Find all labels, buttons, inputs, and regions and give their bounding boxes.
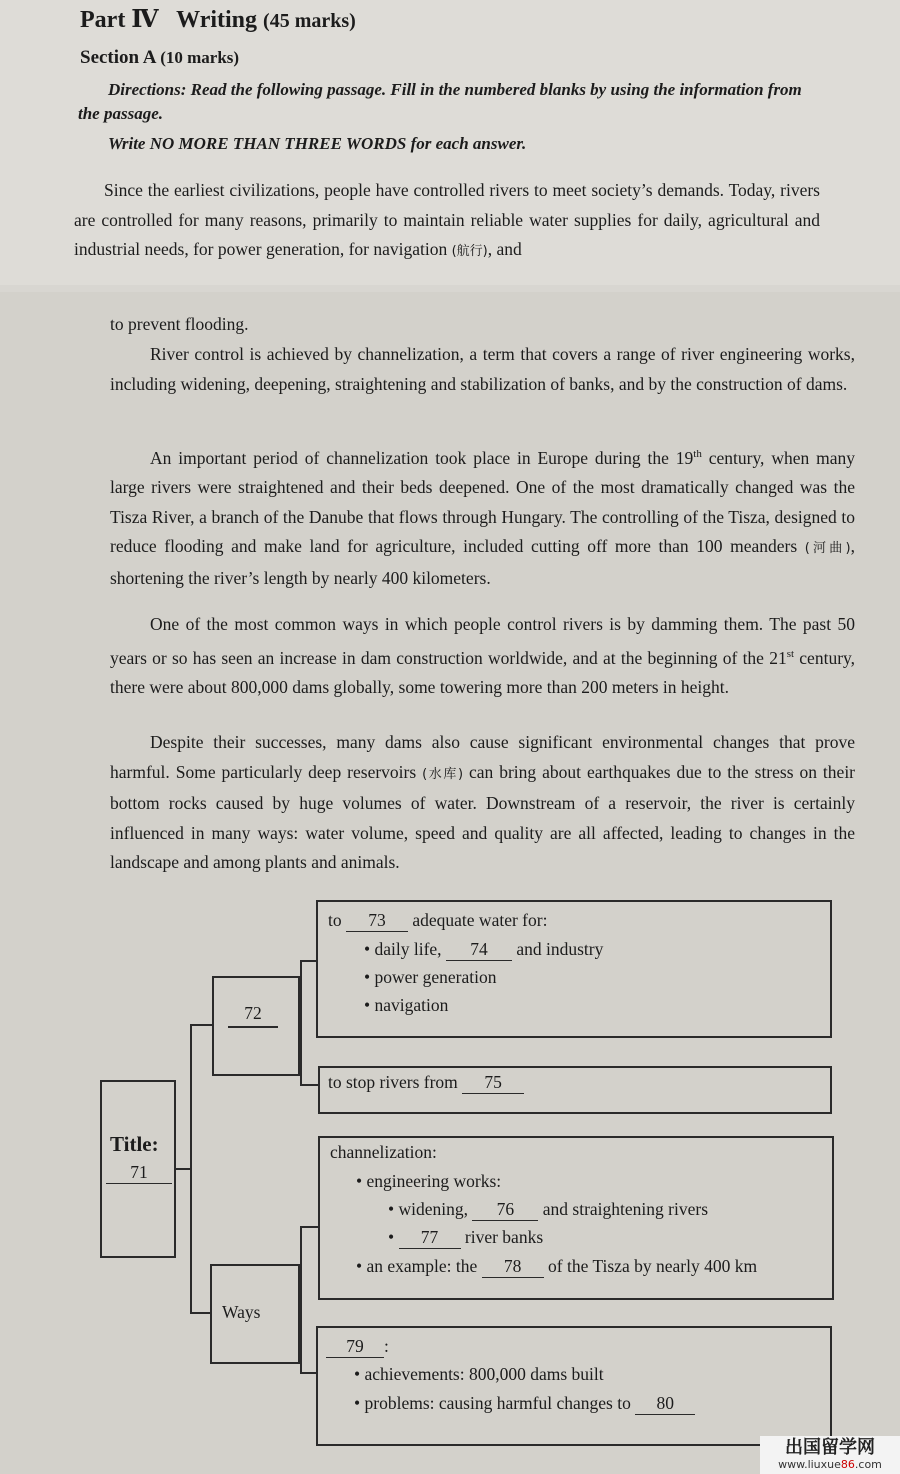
watermark-site-name: 出国留学网 xyxy=(785,1437,875,1458)
paragraph-1: Since the earliest civilizations, people have controlled rivers to meet society’s demands. Today, rivers are controlled for many reasons, primarily to maintain reliable water supplies for daily, agricultural and industrial needs, for power generation, for navigation (航行), and xyxy=(74,180,820,259)
connector-to-72 xyxy=(190,1024,212,1026)
blank-80[interactable]: 80 xyxy=(635,1393,695,1415)
box3-line2: • widening, 76 and straightening rivers xyxy=(388,1199,708,1219)
connector-ways-vertical xyxy=(300,1226,302,1374)
connector-to-box2 xyxy=(300,1084,320,1086)
connector-vertical-main xyxy=(190,1024,192,1314)
box-dams xyxy=(316,1326,832,1446)
box1-line1: to 73 adequate water for: xyxy=(328,910,548,930)
paragraph-2: River control is achieved by channelization, a term that covers a range of river engineering works, including widening, deepening, straightening and stabilization of banks, and by the construction of dams. xyxy=(110,344,855,394)
paragraph-3: An important period of channelization took place in Europe during the 19th century, when many large rivers were straightened and their beds deepened. One of the most dramatically changed was the Tisza River, a branch of the Danube that flows through Hungary. The controlling of the Tisza, designed to reduce flooding and make land for agriculture, included cutting off more than 100 meanders (河曲), shortening the river’s length by nearly 400 kilometers. xyxy=(110,447,855,588)
blank-79[interactable]: 79 xyxy=(326,1336,384,1358)
paragraph-1-end: to prevent flooding. xyxy=(110,314,249,334)
part-title: Part Ⅳ Writing (45 marks) xyxy=(80,7,356,33)
watermark-url: www.liuxue86.com xyxy=(778,1458,882,1471)
box1-line4: • navigation xyxy=(364,995,449,1015)
paragraph-5: Despite their successes, many dams also cause significant environmental changes that prove harmful. Some particularly deep reservoirs (水库) can bring about earthquakes due to the stress on their bottom rocks caused by huge volumes of water. Downstream of a reservoir, the river is certainly influenced in many ways: water volume, speed and quality are all affected, leading to changes in the landscape and among plants and animals. xyxy=(110,732,856,872)
box1-line2: • daily life, 74 and industry xyxy=(364,939,604,959)
connector-to-ways xyxy=(190,1312,212,1314)
site-watermark xyxy=(760,1436,900,1474)
connector-to-box1 xyxy=(300,960,316,962)
connector-title xyxy=(174,1168,190,1170)
box2-line: to stop rivers from 75 xyxy=(328,1072,524,1094)
blank-71[interactable]: 71 xyxy=(106,1162,172,1184)
directions-text: Directions: Read the following passage. Fill in the numbered blanks by using the information from the passage. xyxy=(78,80,802,123)
paragraph-4: One of the most common ways in which people control rivers is by damming them. The past 50 years or so has seen an increase in dam construction worldwide, and at the beginning of the 21st century, there were about 800,000 dams globally, some towering more than 200 meters in height. xyxy=(110,614,856,697)
box3-line3: • 77 river banks xyxy=(388,1227,544,1247)
blank-72-line xyxy=(228,1026,278,1028)
ways-label: Ways xyxy=(222,1302,261,1322)
box4-line1: • achievements: 800,000 dams built xyxy=(354,1364,604,1384)
box1-line3: • power generation xyxy=(364,967,497,987)
box3-line1: • engineering works: xyxy=(356,1171,502,1191)
blank-74[interactable]: 74 xyxy=(446,939,512,961)
directions-word-limit: Write NO MORE THAN THREE WORDS for each answer. xyxy=(108,134,527,153)
title-label: Title: xyxy=(110,1132,159,1156)
section-title: Section A (10 marks) xyxy=(80,47,240,68)
connector-72-vertical xyxy=(300,960,302,1086)
blank-77[interactable]: 77 xyxy=(399,1227,461,1249)
box3-head: channelization: xyxy=(330,1142,437,1162)
blank-72[interactable]: 72 xyxy=(244,1003,262,1023)
blank-76[interactable]: 76 xyxy=(472,1199,538,1221)
blank-78[interactable]: 78 xyxy=(482,1256,544,1278)
box4-line2: • problems: causing harmful changes to 80 xyxy=(354,1393,695,1415)
connector-to-box3 xyxy=(300,1226,318,1228)
blank-73[interactable]: 73 xyxy=(346,910,408,932)
box3-line4: • an example: the 78 of the Tisza by nearly 400 km xyxy=(356,1256,758,1276)
blank-75[interactable]: 75 xyxy=(462,1072,524,1094)
box4-head: 79 : xyxy=(326,1336,389,1358)
